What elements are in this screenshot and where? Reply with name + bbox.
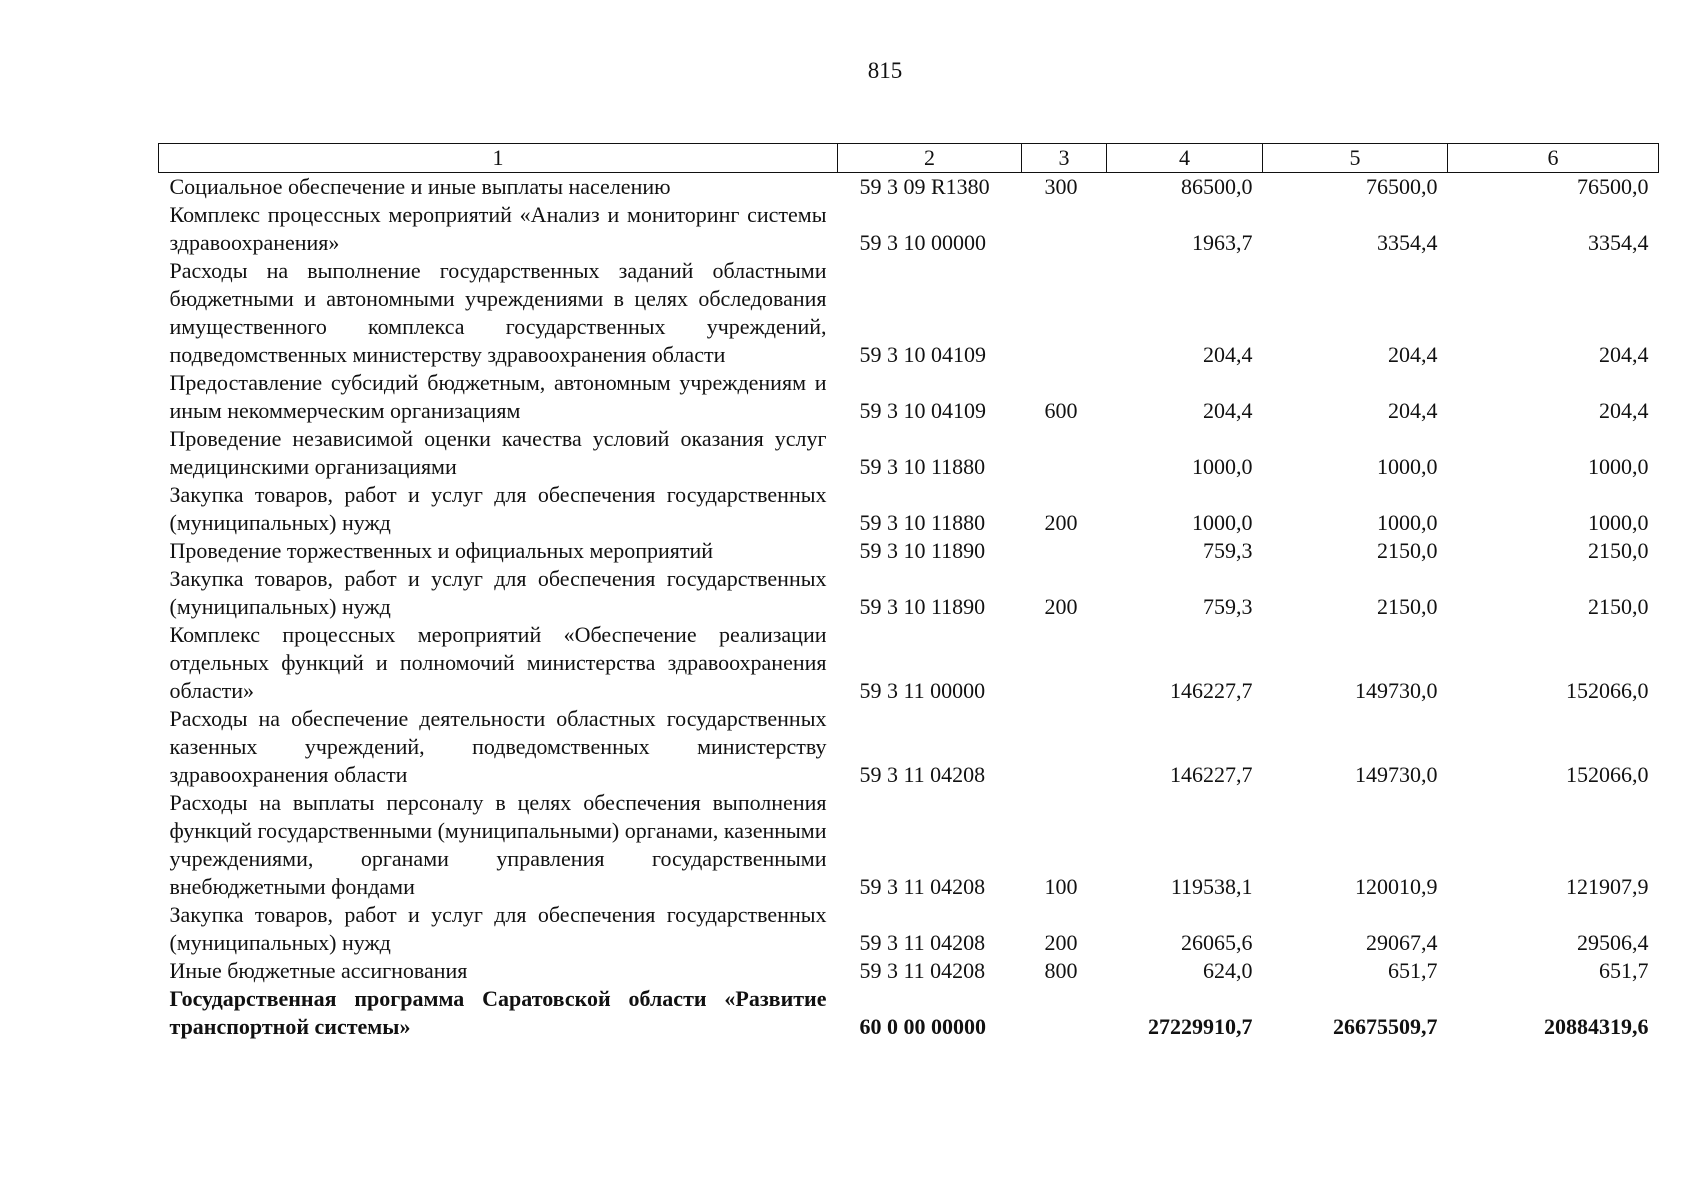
table-row [159, 201, 1659, 257]
row-amount-col-6: 2150,0 [1588, 538, 1649, 563]
row-code: 59 3 11 00000 [859, 678, 986, 703]
row-amount-col-5: 29067,4 [1366, 930, 1438, 955]
table-row [159, 621, 1659, 705]
row-amount-col-4: 86500,0 [1181, 174, 1253, 199]
table-row [159, 705, 1659, 789]
row-expense-kind: 300 [1044, 174, 1078, 199]
table-row [159, 173, 1659, 202]
row-amount-col-4: 624,0 [1203, 958, 1253, 983]
row-name: Закупка товаров, работ и услуг для обеспечения государственных (муниципальных) нужд [169, 566, 827, 619]
row-amount-col-5: 1000,0 [1377, 510, 1438, 535]
row-amount-col-5: 651,7 [1388, 958, 1438, 983]
table-row [159, 565, 1659, 621]
row-amount-col-4: 26065,6 [1181, 930, 1253, 955]
row-name: Иные бюджетные ассигнования [169, 958, 468, 983]
row-amount-col-5: 149730,0 [1355, 678, 1438, 703]
header-col-4: 4 [1107, 144, 1263, 173]
row-amount-col-4: 146227,7 [1170, 678, 1253, 703]
row-amount-col-6: 152066,0 [1566, 762, 1649, 787]
row-amount-col-4: 1963,7 [1192, 230, 1253, 255]
row-name: Закупка товаров, работ и услуг для обеспечения государственных (муниципальных) нужд [169, 482, 827, 535]
row-code: 59 3 11 04208 [859, 958, 986, 983]
row-code: 59 3 09 R1380 [859, 174, 990, 199]
row-code: 59 3 10 00000 [859, 230, 986, 255]
row-amount-col-5: 204,4 [1388, 342, 1438, 367]
row-amount-col-6: 1000,0 [1588, 510, 1649, 535]
row-expense-kind [1022, 537, 1107, 565]
header-col-6: 6 [1448, 144, 1659, 173]
row-amount-col-5: 2150,0 [1377, 538, 1438, 563]
row-amount-col-6: 1000,0 [1588, 454, 1649, 479]
header-col-1: 1 [159, 144, 838, 173]
table-row [159, 537, 1659, 565]
row-amount-col-6: 204,4 [1599, 342, 1649, 367]
row-amount-col-4: 27229910,7 [1148, 1014, 1253, 1039]
row-name: Проведение независимой оценки качества условий оказания услуг медицинскими организациями [169, 426, 827, 479]
row-amount-col-5: 2150,0 [1377, 594, 1438, 619]
row-amount-col-6: 2150,0 [1588, 594, 1649, 619]
row-expense-kind: 800 [1044, 958, 1078, 983]
row-amount-col-5: 26675509,7 [1333, 1014, 1438, 1039]
row-name: Расходы на выполнение государственных заданий областными бюджетными и автономными учреждениями в целях обследования имущественного комплекса государственных учреждений, подведомственных министерству здравоохранения области [169, 258, 827, 367]
row-amount-col-4: 1000,0 [1192, 510, 1253, 535]
row-name: Комплекс процессных мероприятий «Обеспечение реализации отдельных функций и полномочий министерства здравоохранения области» [169, 622, 827, 703]
row-amount-col-6: 76500,0 [1577, 174, 1649, 199]
row-amount-col-4: 119538,1 [1170, 874, 1253, 899]
row-amount-col-5: 149730,0 [1355, 762, 1438, 787]
table-row [159, 901, 1659, 957]
table-row [159, 257, 1659, 369]
row-expense-kind [1022, 985, 1107, 1041]
row-expense-kind: 100 [1044, 874, 1078, 899]
row-expense-kind: 600 [1044, 398, 1078, 423]
table-row [159, 957, 1659, 985]
row-amount-col-5: 3354,4 [1377, 230, 1438, 255]
row-code: 59 3 10 11890 [859, 538, 986, 563]
row-amount-col-5: 1000,0 [1377, 454, 1438, 479]
row-amount-col-6: 204,4 [1599, 398, 1649, 423]
row-code: 59 3 10 04109 [859, 342, 986, 367]
table-row [159, 481, 1659, 537]
row-amount-col-6: 20884319,6 [1544, 1014, 1649, 1039]
row-code: 59 3 10 04109 [859, 398, 986, 423]
row-expense-kind [1022, 257, 1107, 369]
row-name: Расходы на обеспечение деятельности областных государственных казенных учреждений, подведомственных министерству здравоохранения области [169, 706, 827, 787]
row-amount-col-5: 204,4 [1388, 398, 1438, 423]
row-expense-kind [1022, 705, 1107, 789]
row-expense-kind: 200 [1044, 510, 1078, 535]
row-code: 59 3 10 11880 [859, 510, 986, 535]
row-name: Предоставление субсидий бюджетным, автономным учреждениям и иным некоммерческим организациям [169, 370, 827, 423]
table-header [159, 144, 1659, 173]
row-amount-col-4: 146227,7 [1170, 762, 1253, 787]
row-amount-col-5: 76500,0 [1366, 174, 1438, 199]
row-name: Государственная программа Саратовской области «Развитие транспортной системы» [169, 986, 827, 1039]
row-code: 59 3 11 04208 [859, 874, 986, 899]
row-expense-kind [1022, 201, 1107, 257]
row-amount-col-6: 651,7 [1599, 958, 1649, 983]
row-expense-kind: 200 [1044, 930, 1078, 955]
row-code: 60 0 00 00000 [859, 1014, 986, 1039]
row-name: Проведение торжественных и официальных мероприятий [169, 538, 714, 563]
header-col-3: 3 [1022, 144, 1107, 173]
budget-table [158, 143, 1659, 1041]
row-expense-kind [1022, 621, 1107, 705]
row-name: Комплекс процессных мероприятий «Анализ и мониторинг системы здравоохранения» [169, 202, 827, 255]
row-code: 59 3 10 11880 [859, 454, 986, 479]
row-amount-col-5: 120010,9 [1355, 874, 1438, 899]
row-name: Расходы на выплаты персоналу в целях обеспечения выполнения функций государственными (муниципальными) органами, казенными учреждениями, органами управления государственными внебюджетными фондами [169, 790, 827, 899]
table-row [159, 789, 1659, 901]
row-name: Закупка товаров, работ и услуг для обеспечения государственных (муниципальных) нужд [169, 902, 827, 955]
row-amount-col-4: 204,4 [1203, 398, 1253, 423]
header-col-2: 2 [838, 144, 1022, 173]
row-amount-col-4: 204,4 [1203, 342, 1253, 367]
header-row [159, 144, 1659, 173]
page-number: 815 [867, 58, 903, 83]
row-code: 59 3 11 04208 [859, 762, 986, 787]
row-amount-col-6: 3354,4 [1588, 230, 1649, 255]
row-expense-kind: 200 [1044, 594, 1078, 619]
row-amount-col-6: 121907,9 [1566, 874, 1649, 899]
row-amount-col-6: 29506,4 [1577, 930, 1649, 955]
table-row [159, 369, 1659, 425]
row-code: 59 3 10 11890 [859, 594, 986, 619]
row-name: Социальное обеспечение и иные выплаты населению [169, 174, 671, 199]
row-amount-col-4: 759,3 [1203, 538, 1253, 563]
table-row [159, 985, 1659, 1041]
row-expense-kind [1022, 425, 1107, 481]
row-amount-col-4: 759,3 [1203, 594, 1253, 619]
row-code: 59 3 11 04208 [859, 930, 986, 955]
table-row [159, 425, 1659, 481]
row-amount-col-4: 1000,0 [1192, 454, 1253, 479]
table-body [159, 173, 1659, 1042]
row-amount-col-6: 152066,0 [1566, 678, 1649, 703]
header-col-5: 5 [1263, 144, 1448, 173]
